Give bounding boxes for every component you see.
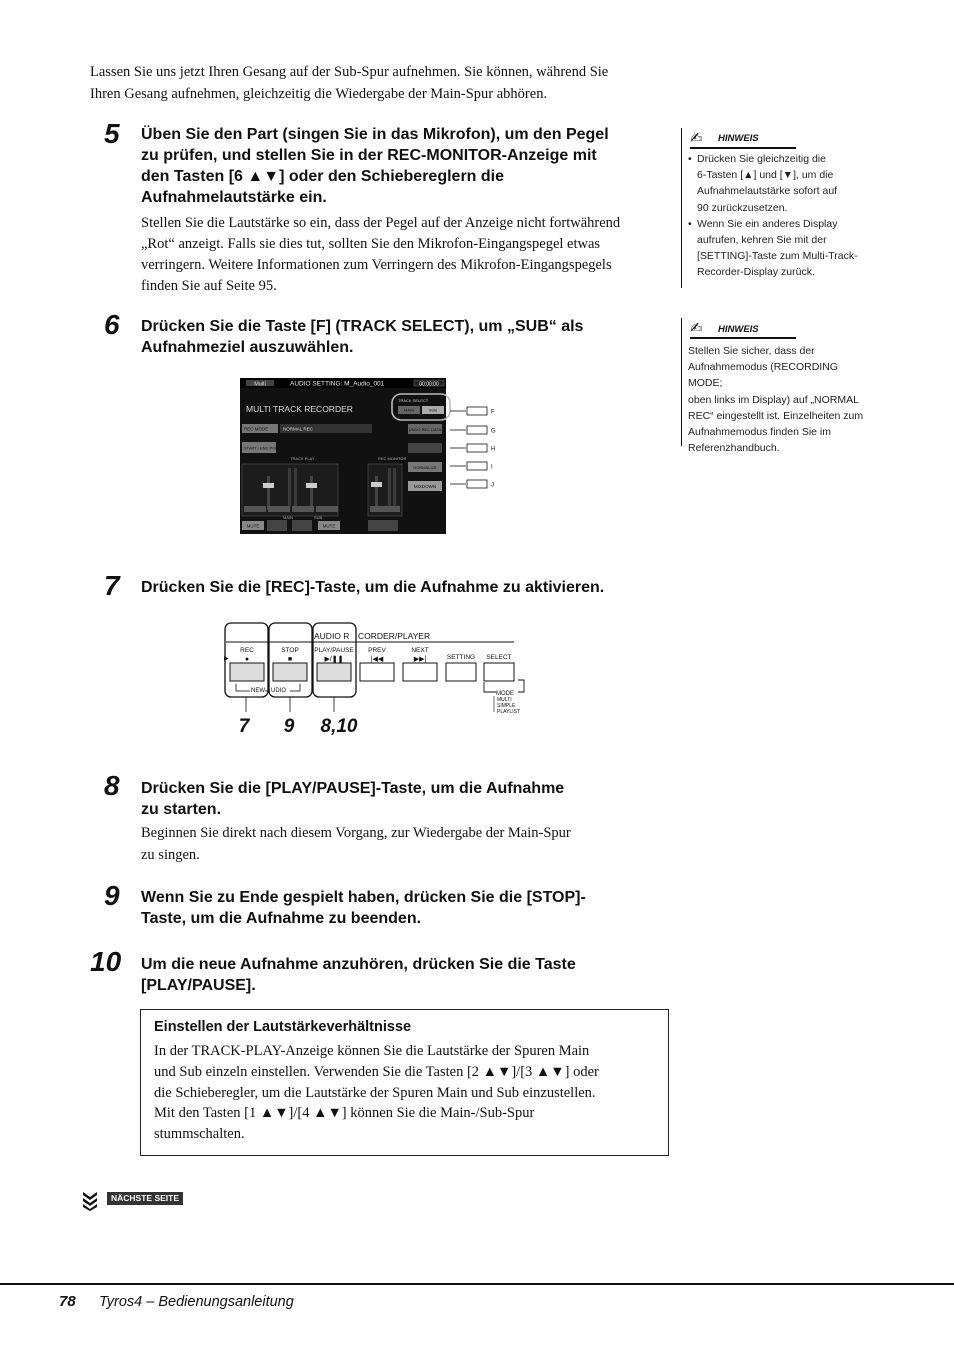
step-10-heading-2: [PLAY/PAUSE]. [141, 977, 256, 994]
lcd-header-title: AUDIO SETTING: M_Audio_001 [290, 380, 385, 388]
step-8-body-2: zu singen. [141, 847, 200, 863]
lcd-sub-label: SUB [314, 515, 323, 520]
note-1-rule [681, 128, 682, 288]
svg-text:●: ● [244, 656, 250, 663]
note-1-label: HINWEIS [718, 133, 759, 144]
note-2-label: HINWEIS [718, 324, 759, 335]
page-number: 78 [59, 1293, 76, 1310]
recorder-panel-illustration [222, 620, 532, 738]
lcd-header-time: 00:00:00 [419, 381, 439, 388]
step-7-heading-1: Drücken Sie die [REC]-Taste, um die Aufnahme zu aktivieren. [141, 579, 605, 596]
panel-next-label: NEXT [411, 647, 429, 654]
panel-header-a: AUDIO R [314, 631, 350, 641]
box-line-4: Mit den Tasten [1 ▲▼]/[4 ▲▼] können Sie die Main-/Sub-Spur [154, 1105, 535, 1121]
step-8-heading-2: zu starten. [141, 801, 222, 818]
svg-text:▶▶|: ▶▶| [413, 656, 427, 663]
panel-play-label: PLAY/PAUSE [314, 647, 354, 654]
panel-multi-label: MULTI [497, 697, 512, 703]
box-line-1: In der TRACK-PLAY-Anzeige können Sie die Lautstärke der Spuren Main [154, 1043, 590, 1059]
panel-callout-7: 7 [238, 716, 250, 737]
panel-rec-label: REC [240, 647, 254, 654]
step-10-number: 10 [90, 946, 122, 977]
lcd-main-label: MAIN [283, 515, 293, 520]
panel-select-label: SELECT [486, 654, 512, 661]
panel-new-label: NEW [251, 688, 265, 694]
note-1-content [688, 151, 868, 281]
step-5-body-4: finden Sie auf Seite 95. [141, 278, 277, 294]
svg-text:▶/❚❚: ▶/❚❚ [324, 656, 344, 663]
lcd-sub-button: SUB [428, 407, 438, 413]
lcd-mute-sub: MUTE [322, 523, 336, 529]
panel-callout-8-10: 8,10 [320, 716, 358, 737]
box-line-5: stummschalten. [154, 1126, 245, 1142]
panel-stop-label: STOP [281, 647, 299, 654]
svg-text:▶: ▶ [224, 656, 229, 662]
step-8-heading-1: Drücken Sie die [PLAY/PAUSE]-Taste, um die Aufnahme [141, 780, 565, 797]
panel-callout-9: 9 [283, 716, 295, 737]
lcd-rec-mode-label: REC MODE [244, 426, 269, 432]
note-2-content: Stellen Sie sicher, dass der Aufnahmemodus (RECORDING MODE; oben links im Display) auf „NORMAL REC“ eingestellt ist. Einzelheiten zum Aufnahmemodus finden Sie im Referenzhandbuch. [688, 345, 864, 455]
note-1-underline [690, 147, 796, 149]
volume-balance-box [140, 1009, 669, 1156]
footer-rule [0, 1283, 954, 1285]
lcd-rec-mode-value: NORMAL REC [283, 426, 313, 432]
intro-line-1: Lassen Sie uns jetzt Ihren Gesang auf der Sub-Spur aufnehmen. Sie können, während Sie [90, 64, 609, 80]
step-5-body-3: verringern. Weitere Informationen zum Verringern des Mikrofon-Eingangspegels [141, 257, 612, 273]
lcd-track-select: TRACK SELECT [398, 398, 429, 403]
step-6-heading-1: Drücken Sie die Taste [F] (TRACK SELECT), um „SUB“ als [141, 318, 584, 335]
panel-audio-label: UDIO [271, 688, 286, 694]
next-page-arrows-icon [82, 1191, 100, 1211]
panel-playlist-label: PLAYLIST [497, 709, 520, 715]
step-5-heading-3: den Tasten [6 ▲▼] oder den Schiebereglern die [141, 168, 505, 185]
step-5-number: 5 [104, 118, 120, 149]
box-line-3: die Schieberegler, um die Lautstärke der Spuren Main und Sub einzustellen. [154, 1085, 596, 1101]
step-5-heading-4: Aufnahmelautstärke ein. [141, 189, 327, 206]
panel-simple-label: SIMPLE [497, 703, 516, 709]
step-5-body-2: „Rot“ anzeigt. Falls sie dies tut, sollten Sie den Mikrofon-Eingangspegel etwas [141, 236, 601, 252]
note-2-underline [690, 337, 796, 339]
lcd-start-end: START / END POINT [244, 445, 282, 451]
step-7-number: 7 [104, 570, 120, 601]
intro-line-2: Ihren Gesang aufnehmen, gleichzeitig die Wiedergabe der Main-Spur abhören. [90, 86, 548, 102]
step-5-heading-2: zu prüfen, und stellen Sie in der REC-MONITOR-Anzeige mit [141, 147, 597, 164]
panel-setting-label: SETTING [446, 654, 476, 661]
lcd-letter-h: H [491, 446, 496, 453]
pencil-icon: ✍ [690, 129, 703, 147]
box-line-2: und Sub einzeln einstellen. Verwenden Sie die Tasten [2 ▲▼]/[3 ▲▼] oder [154, 1064, 599, 1080]
lcd-letter-g: G [491, 428, 496, 435]
lcd-letter-f: F [491, 409, 495, 416]
lcd-title: MULTI TRACK RECORDER [246, 404, 353, 414]
box-title: Einstellen der Lautstärkeverhältnisse [154, 1019, 412, 1035]
step-5-body-1: Stellen Sie die Lautstärke so ein, dass der Pegel auf der Anzeige nicht fortwährend [141, 215, 621, 231]
footer-title: Tyros4 – Bedienungsanleitung [99, 1294, 294, 1310]
lcd-main-button: MAIN [404, 407, 414, 413]
lcd-track-play: TRACK PLAY [290, 456, 315, 461]
step-8-number: 8 [104, 770, 120, 801]
lcd-rec-monitor: REC MONITOR [378, 456, 407, 461]
lcd-letter-i: I [491, 464, 493, 471]
next-page-label: NÄCHSTE SEITE [107, 1192, 183, 1205]
step-6-heading-2: Aufnahmeziel auszuwählen. [141, 339, 354, 356]
panel-prev-label: PREV [368, 647, 386, 654]
step-10-heading-1: Um die neue Aufnahme anzuhören, drücken Sie die Taste [141, 956, 576, 973]
step-8-body-1: Beginnen Sie direkt nach diesem Vorgang, zur Wiedergabe der Main-Spur [141, 825, 571, 841]
svg-text:■: ■ [287, 656, 293, 663]
pencil-icon: ✍ [690, 319, 703, 337]
mtr-display-illustration [238, 376, 508, 536]
lcd-mixdown: MIXDOWN [413, 484, 437, 489]
lcd-normalize: NORMALIZE [413, 465, 437, 470]
step-9-number: 9 [104, 880, 120, 911]
lcd-undo: UNDO REC DATA [408, 427, 442, 432]
svg-text:|◀◀: |◀◀ [370, 656, 384, 663]
step-5-heading-1: Üben Sie den Part (singen Sie in das Mikrofon), um den Pegel [141, 126, 609, 143]
panel-mode-label: MODE [496, 691, 514, 697]
step-9-heading-1: Wenn Sie zu Ende gespielt haben, drücken Sie die [STOP]- [141, 889, 586, 906]
panel-header-b: CORDER/PLAYER [358, 631, 431, 641]
lcd-header-left: Multi [254, 381, 266, 388]
note-1-item-1: • Drücken Sie gleichzeitig die 6-Tasten [▲] und [▼], um die Aufnahmelautstärke sofort auf 90 zurückzusetzen. [688, 151, 868, 216]
lcd-mute-main: MUTE [246, 523, 260, 529]
lcd-letter-j: J [491, 482, 494, 489]
step-9-heading-2: Taste, um die Aufnahme zu beenden. [141, 910, 422, 927]
note-2-rule [681, 318, 682, 446]
step-6-number: 6 [104, 309, 120, 340]
note-1-item-2: • Wenn Sie ein anderes Display aufrufen, kehren Sie mit der [SETTING]-Taste zum Multi-Track- Recorder-Display zurück. [688, 216, 868, 281]
